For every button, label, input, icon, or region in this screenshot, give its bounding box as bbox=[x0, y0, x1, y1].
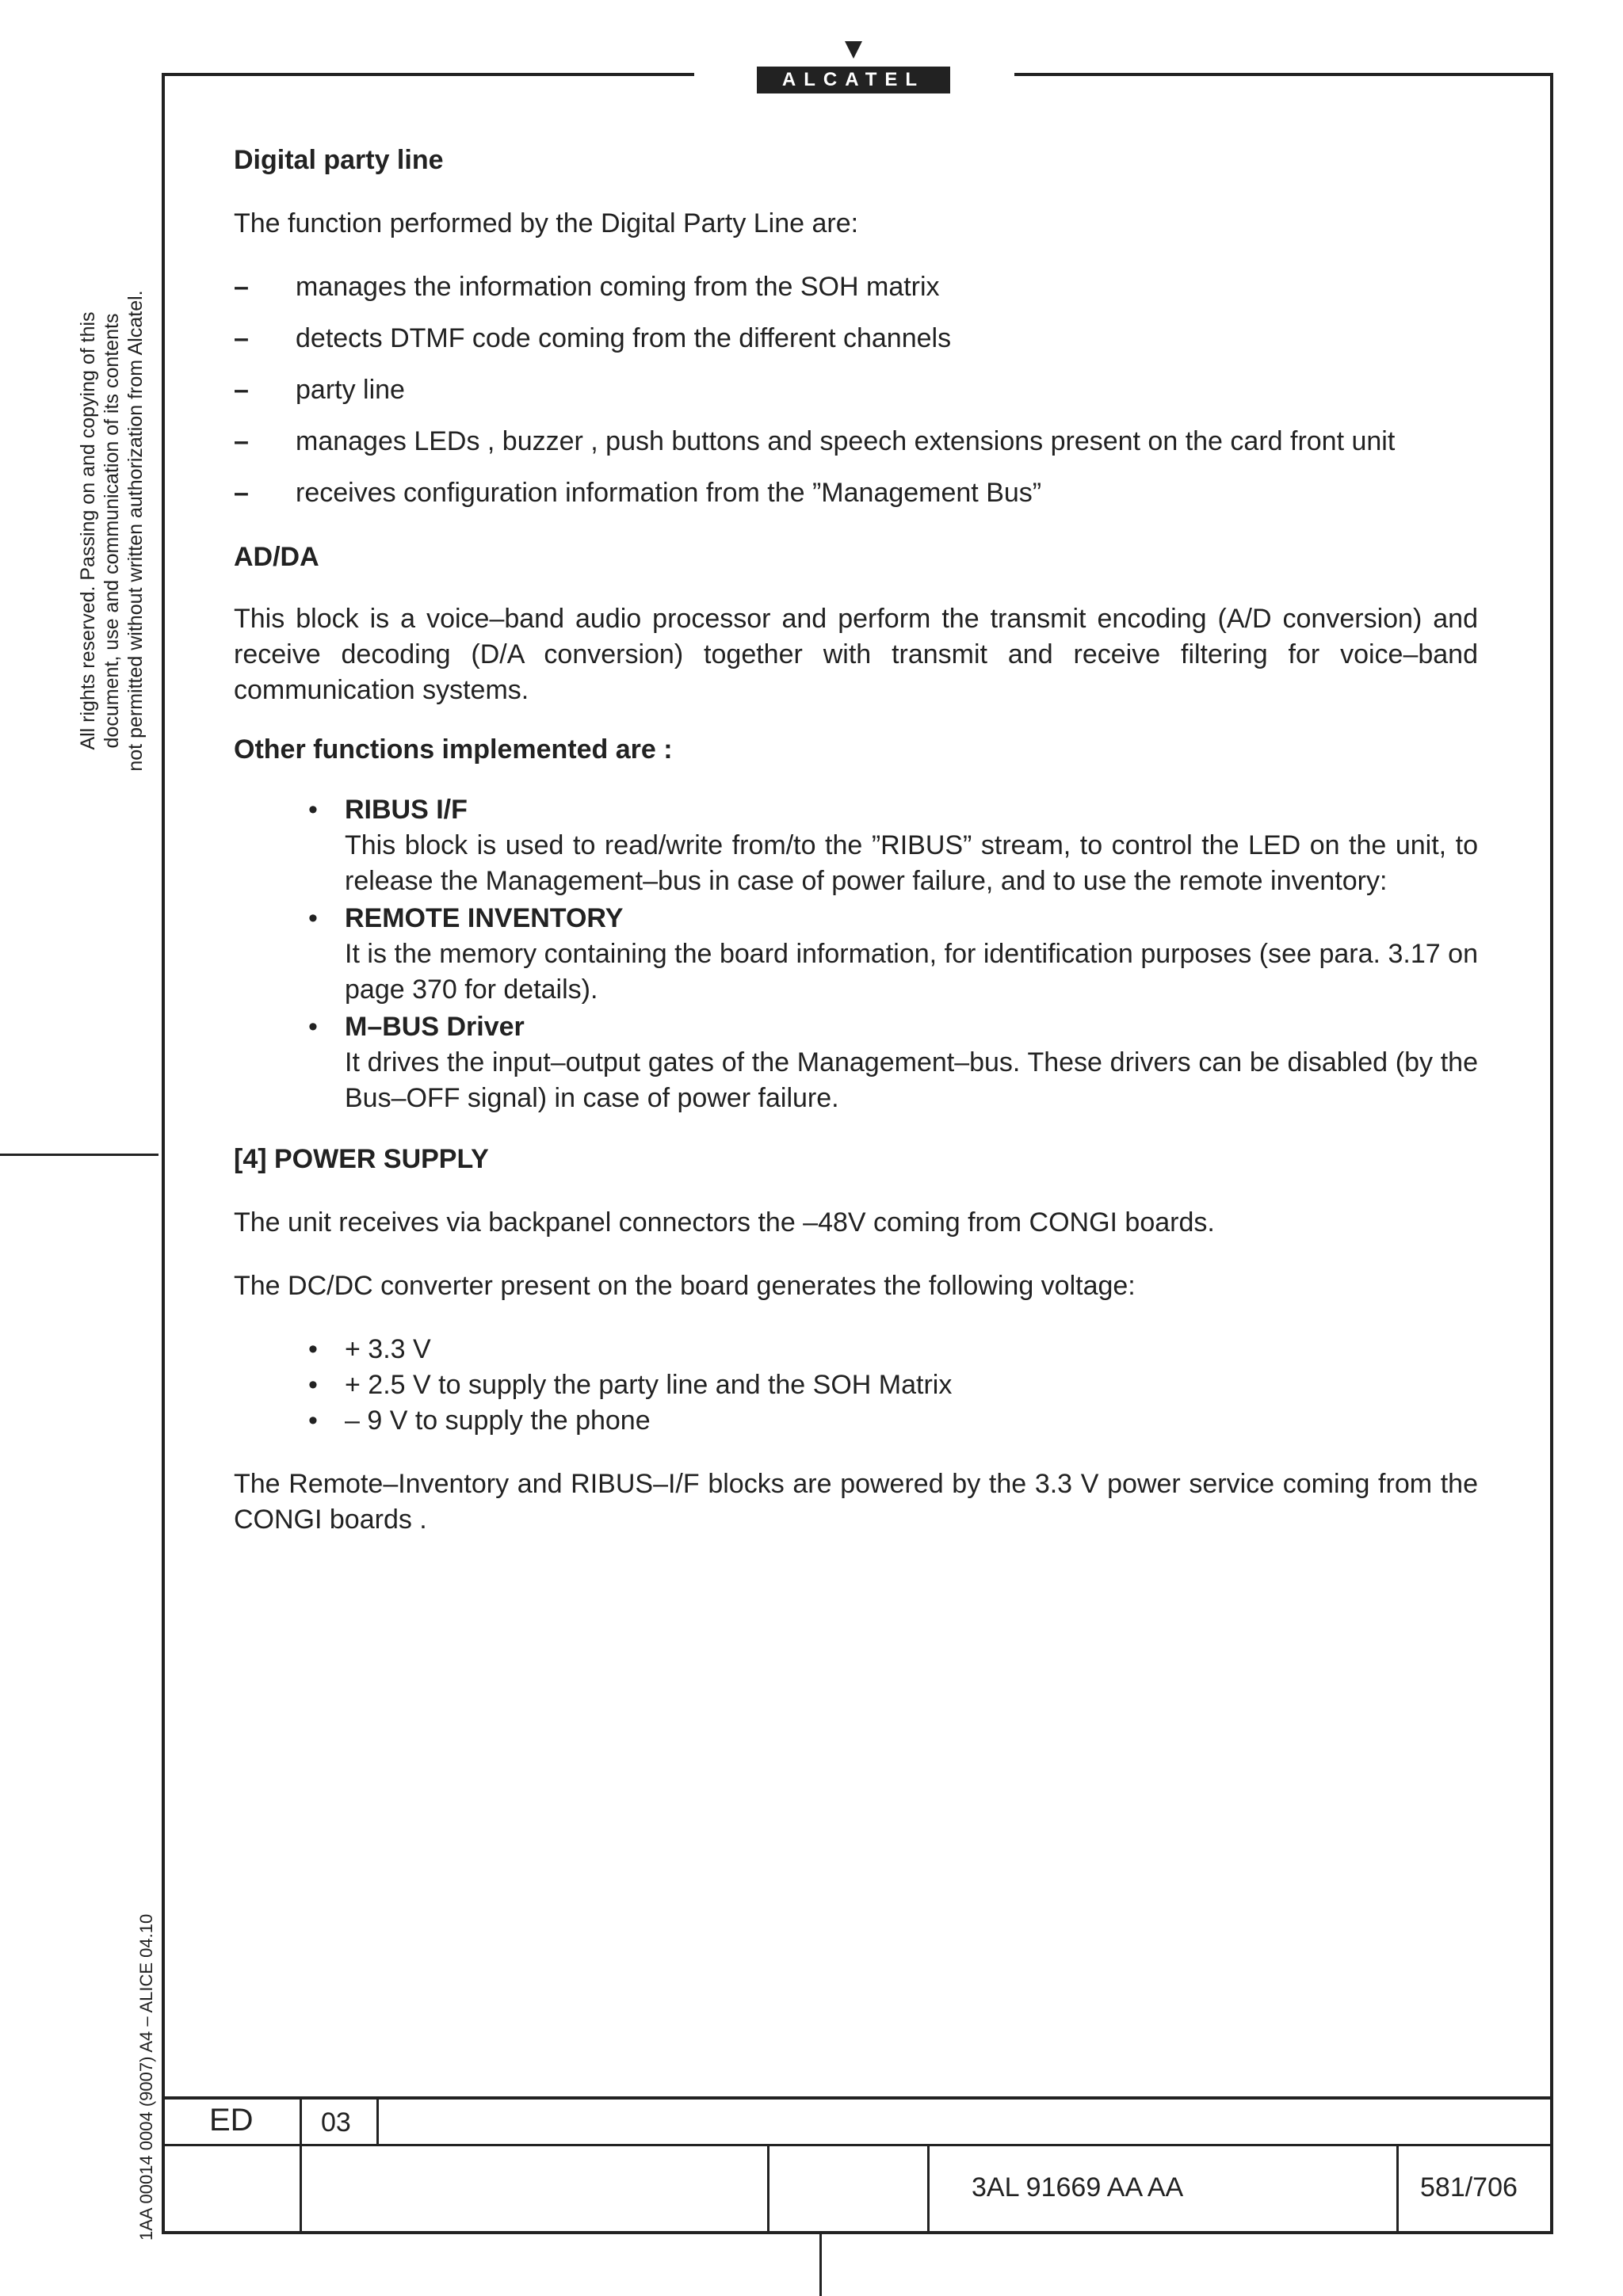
document-code: 3AL 91669 AA AA bbox=[972, 2172, 1184, 2203]
bullet-mark: • bbox=[308, 1405, 318, 1436]
bullet-body bbox=[345, 1009, 1478, 1116]
footer-top-line bbox=[162, 2096, 1553, 2100]
bullet-body bbox=[345, 792, 1478, 899]
list-item bbox=[234, 1403, 1478, 1439]
list-item bbox=[234, 475, 1478, 511]
intro-text: The function performed by the Digital Party Line are: bbox=[234, 208, 859, 238]
document-body bbox=[234, 143, 1478, 1538]
edition-value: 03 bbox=[321, 2107, 351, 2138]
voltage-text: + 3.3 V bbox=[345, 1334, 431, 1364]
footer-col4 bbox=[927, 2144, 930, 2233]
heading-ad-da: AD/DA bbox=[234, 542, 319, 572]
heading-other-functions: Other functions implemented are : bbox=[234, 734, 673, 765]
list-item-text: detects DTMF code coming from the different channels bbox=[296, 323, 952, 353]
alcatel-logo: ALCATEL bbox=[757, 67, 950, 93]
margin-mark bbox=[0, 1154, 158, 1156]
dash-mark: – bbox=[234, 323, 249, 353]
bullet-mark: • bbox=[308, 1012, 318, 1042]
power-para2: The DC/DC converter present on the board generates the following voltage: bbox=[234, 1271, 1136, 1301]
bullet-body bbox=[345, 901, 1478, 1008]
function-list bbox=[234, 269, 1478, 511]
list-item bbox=[234, 321, 1478, 357]
bullet-mark: • bbox=[308, 1334, 318, 1364]
dash-mark: – bbox=[234, 272, 249, 302]
frame-top-right bbox=[1014, 73, 1553, 76]
bullet-title: REMOTE INVENTORY bbox=[345, 903, 624, 933]
edition-label: ED bbox=[209, 2103, 254, 2138]
form-code bbox=[135, 1913, 158, 2241]
list-item-text: manages LEDs , buzzer , push buttons and speech extensions present on the card front unit bbox=[296, 426, 1396, 456]
footer-col5 bbox=[1396, 2144, 1399, 2233]
list-item bbox=[234, 1009, 1478, 1116]
bullet-title: RIBUS I/F bbox=[345, 795, 468, 825]
footer-col1 bbox=[300, 2096, 302, 2233]
bullet-mark: • bbox=[308, 795, 318, 825]
bullet-mark: • bbox=[308, 1370, 318, 1400]
bullet-text: This block is used to read/write from/to the ”RIBUS” stream, to control the LED on the unit, to release the Management–bus in case of power failure, and to use the remote inventory: bbox=[345, 830, 1478, 896]
logo-triangle-icon bbox=[845, 41, 862, 59]
bullet-text: It is the memory containing the board information, for identification purposes (see para. 3.17 on page 370 for details). bbox=[345, 939, 1478, 1005]
form-code-text: 1AA 00014 0004 (9007) A4 – ALICE 04.10 bbox=[136, 1913, 156, 2241]
list-item bbox=[234, 792, 1478, 899]
power-para3: The Remote–Inventory and RIBUS–I/F blocks are powered by the 3.3 V power service coming from the CONGI boards . bbox=[234, 1469, 1478, 1535]
dash-mark: – bbox=[234, 426, 249, 456]
copyright-line: document, use and communication of its contents bbox=[101, 313, 123, 749]
bottom-tick bbox=[819, 2234, 822, 2296]
voltage-text: – 9 V to supply the phone bbox=[345, 1405, 651, 1436]
dash-mark: – bbox=[234, 478, 249, 508]
copyright-notice bbox=[76, 269, 147, 792]
list-item bbox=[234, 424, 1478, 460]
frame-bottom bbox=[162, 2231, 1553, 2234]
power-para1: The unit receives via backpanel connectors the –48V coming from CONGI boards. bbox=[234, 1207, 1215, 1238]
list-item bbox=[234, 901, 1478, 1008]
footer-col2 bbox=[376, 2096, 379, 2145]
bullet-text: It drives the input–output gates of the Management–bus. These drivers can be disabled (by the Bus–OFF signal) in case of power failure. bbox=[345, 1047, 1478, 1113]
frame-right bbox=[1550, 73, 1553, 2234]
list-item-text: manages the information coming from the SOH matrix bbox=[296, 272, 940, 302]
frame-left bbox=[162, 73, 165, 2234]
copyright-line: not permitted without written authorization from Alcatel. bbox=[124, 290, 147, 772]
dash-mark: – bbox=[234, 375, 249, 405]
list-item-text: party line bbox=[296, 375, 405, 405]
voltage-list bbox=[234, 1332, 1478, 1439]
list-item bbox=[234, 1332, 1478, 1367]
list-item-text: receives configuration information from the ”Management Bus” bbox=[296, 478, 1042, 508]
heading-power-supply: [4] POWER SUPPLY bbox=[234, 1144, 489, 1174]
other-functions-list bbox=[234, 792, 1478, 1116]
heading-digital-party-line: Digital party line bbox=[234, 145, 444, 175]
copyright-line: All rights reserved. Passing on and copying of this bbox=[77, 311, 99, 750]
list-item bbox=[234, 372, 1478, 408]
frame-top-left bbox=[162, 73, 694, 76]
list-item bbox=[234, 1367, 1478, 1403]
page-number: 581/706 bbox=[1420, 2172, 1518, 2203]
bullet-title: M–BUS Driver bbox=[345, 1012, 525, 1042]
ad-da-text: This block is a voice–band audio processor and perform the transmit encoding (A/D conversion) and receive decoding (D/A conversion) together with transmit and receive filtering for voice–band communication systems. bbox=[234, 604, 1478, 705]
voltage-text: + 2.5 V to supply the party line and the SOH Matrix bbox=[345, 1370, 953, 1400]
footer-mid-line bbox=[162, 2144, 1553, 2146]
footer-col3 bbox=[767, 2144, 769, 2233]
list-item bbox=[234, 269, 1478, 305]
bullet-mark: • bbox=[308, 903, 318, 933]
